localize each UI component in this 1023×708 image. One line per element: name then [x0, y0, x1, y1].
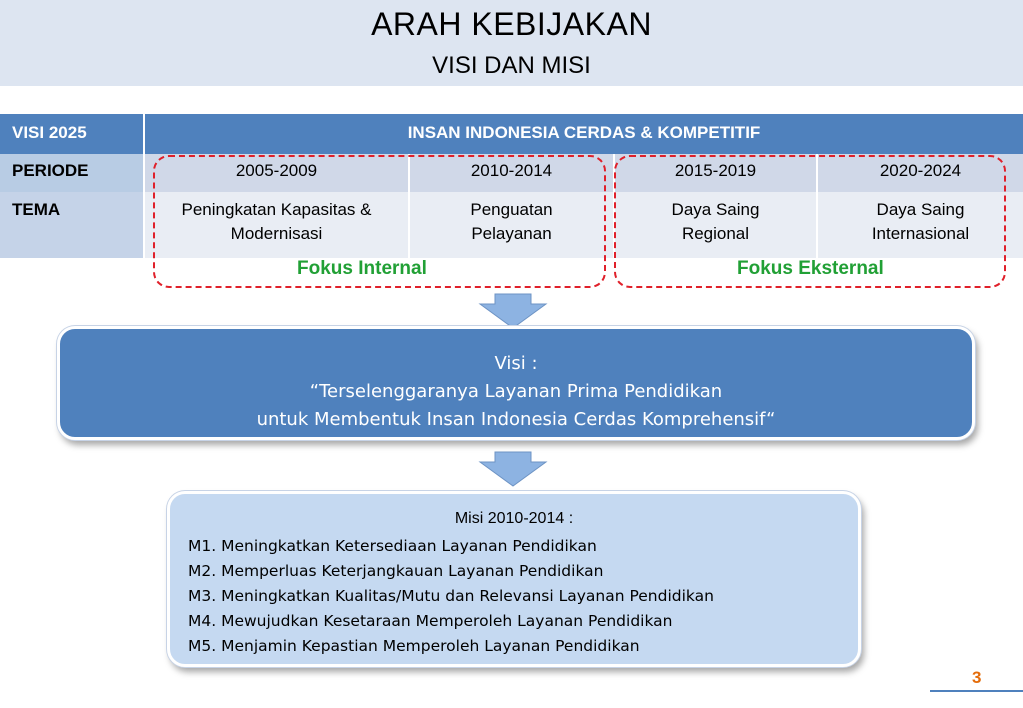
tema-line: Daya Saing [876, 200, 965, 219]
visi-2025-value: INSAN INDONESIA CERDAS & KOMPETITIF [407, 123, 761, 142]
row-label-periode: PERIODE [0, 154, 145, 192]
table-row-visi [0, 114, 1023, 154]
tema-line: Internasional [871, 224, 970, 243]
periode-cell: 2010-2014 [410, 154, 615, 192]
tema-line: Peningkatan Kapasitas & [181, 200, 372, 219]
page-number: 3 [972, 668, 982, 687]
down-arrow-icon [478, 293, 548, 329]
focus-external-label: Fokus Eksternal [737, 258, 884, 279]
slide-subtitle: VISI DAN MISI [432, 52, 591, 79]
visi-text-line2: untuk Membentuk Insan Indonesia Cerdas Komprehensif“ [256, 409, 776, 430]
slide-header [0, 0, 1023, 86]
misi-box [167, 491, 861, 667]
misi-item: M3. Meningkatkan Kualitas/Mutu dan Relevansi Layanan Pendidikan [188, 587, 714, 605]
tema-line: Modernisasi [230, 224, 323, 243]
visi-text-line1: “Terselenggaranya Layanan Prima Pendidikan [309, 381, 723, 402]
periode-cell: 2005-2009 [145, 154, 410, 192]
down-arrow-icon [478, 451, 548, 487]
visi-heading: Visi : [494, 353, 538, 374]
misi-item: M1. Meningkatkan Ketersediaan Layanan Pendidikan [188, 537, 597, 555]
tema-line: Penguatan [470, 200, 553, 219]
periode-cell: 2020-2024 [879, 161, 962, 180]
misi-title: Misi 2010-2014 : [454, 510, 574, 527]
visi-box [57, 326, 975, 440]
misi-item: M2. Memperluas Keterjangkauan Layanan Pendidikan [188, 562, 604, 580]
row-label-tema: TEMA [0, 192, 145, 258]
focus-internal-label: Fokus Internal [297, 258, 427, 279]
footer-divider [930, 690, 1023, 692]
misi-item: M4. Mewujudkan Kesetaraan Memperoleh Layanan Pendidikan [188, 612, 673, 630]
row-label-visi: VISI 2025 [0, 114, 145, 154]
misi-item: M5. Menjamin Kepastian Memperoleh Layanan Pendidikan [188, 637, 640, 655]
tema-line: Daya Saing [671, 200, 760, 219]
tema-line: Regional [681, 224, 750, 243]
periode-cell: 2015-2019 [615, 154, 818, 192]
tema-line: Pelayanan [471, 224, 552, 243]
slide-title: ARAH KEBIJAKAN [371, 6, 652, 42]
misi-list [188, 534, 714, 659]
